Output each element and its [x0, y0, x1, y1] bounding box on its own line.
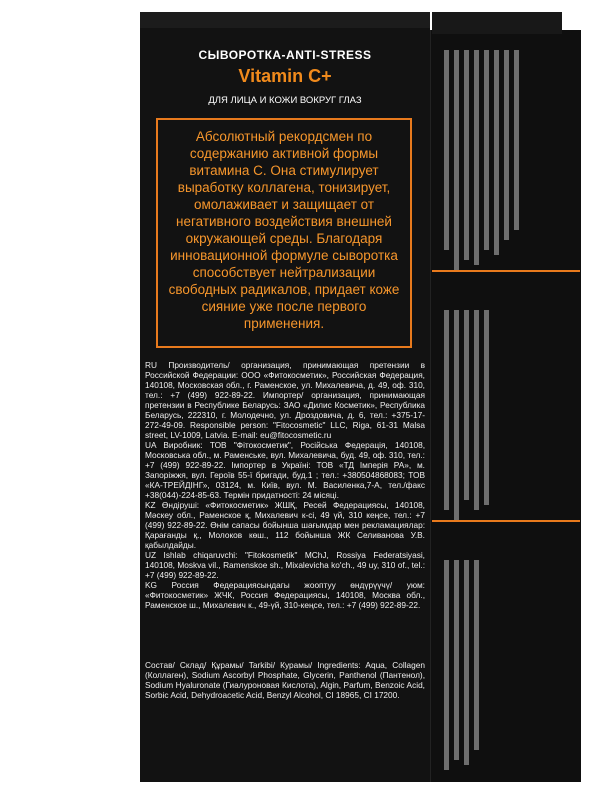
product-title-vitamin: Vitamin C+	[238, 66, 332, 86]
legal-ua: UA Виробник: ТОВ "Фітокосметик", Російська Федерація, 140108, Московська обл., м. Раменське, вул. Михалевича, буд. 49, оф. 310, тел.: +7 (499) 922-89-22. Імпортер в Україні: ТОВ «ТД Імперія РА», м. Запоріжжя, вул. Героїв 55-ї бригади, буд.1 ; тел.: +380504868083; ТОВ «КА-ТРЕЙДІНГ», 03124, м. Київ, вул. М. Василенка,7-А, тел./факс +38(044)-224-85-63. Термін придатності: 24 місяці.	[145, 440, 425, 500]
side-panel-text-lines	[436, 40, 576, 800]
claim-text: Абсолютный рекордсмен по содержанию активной формы витамина С. Она стимулирует выработку коллагена, тонизирует, омолаживает и защищает от негативного воздействия внешней окружающей среды. Благодаря инновационной формуле сыворотка способствует нейтрализации свободных радикалов, придает коже сияние уже после первого применения.	[168, 129, 400, 331]
legal-ru: RU Производитель/ организация, принимающая претензии в Российской Федерации: ООО «Фитокосметик», Российская Федерация, 140108, Московская обл., г. Раменское, ул. Михалевича, д. 49, оф. 310, тел.: +7 (499) 922-89-22. Импортер/ организация, принимающая претензии в Республике Беларусь: ЗАО «Дилис Косметик», Республика Беларусь, 222310, г. Молодечно, ул. Дроздовича, д. 6, тел.: +375-17-272-49-09. Responsible person: "Fitocosmetic" LLC, Riga, 61-31 Malsa street, LV-1009, Latvia. E-mail: eu@fitocosmetic.ru	[145, 360, 425, 440]
legal-kz: KZ Өндіруші: «Фитокосметик» ЖШҚ, Ресей Федерациясы, 140108, Мәскеу обл., Раменское қ, Михалевич к-сі, 49 үй, 310 кеңсе, тел.: +7 (499) 922-89-22. Өнім сапасы бойынша шағымдар мен рекламациялар: Қарағанды қ., Молоков көш., 112 бойынша ЖК Селиванова У.В. қабылдайды.	[145, 500, 425, 550]
ingredients-text: Состав/ Склад/ Құрамы/ Tarkibi/ Курамы/ Ingredients: Aqua, Collagen (Коллаген), Sodium Ascorbyl Phosphate, Glycerin, Panthenol (Пантенол), Sodium Hyaluronate (Гиалуроновая Кислота), Algin, Parfum, Benzoic Acid, Sorbic Acid, Dehydroacetic Acid, Benzyl Alcohol, CI 18965, CI 17200.	[145, 660, 425, 700]
box-side-top-edge	[432, 12, 562, 34]
product-title-line1: СЫВОРОТКА-ANTI-STRESS	[198, 48, 372, 62]
product-subtitle: ДЛЯ ЛИЦА И КОЖИ ВОКРУГ ГЛАЗ	[208, 95, 362, 106]
legal-kg: KG Россия Федерациясындагы жооптуу өндүрүүчү/ уюм: «Фитокосметик» ЖЧК, Россия Федерациясы, 140108, Москва обл., Раменское ш., Михалевич к., 49-үй, 310-кеңсе, тел.: +7 (499) 922-89-22.	[145, 580, 425, 610]
legal-info	[145, 360, 425, 610]
box-top-edge	[140, 12, 430, 28]
legal-uz: UZ Ishlab chiqaruvchi: "Fitokosmetik" MChJ, Rossiya Federatsiyasi, 140108, Moskva vil., Ramenskoe sh., Mixalevicha ko'ch., 49 uy, 310 of., tel.: +7 (499) 922-89-22.	[145, 550, 425, 580]
